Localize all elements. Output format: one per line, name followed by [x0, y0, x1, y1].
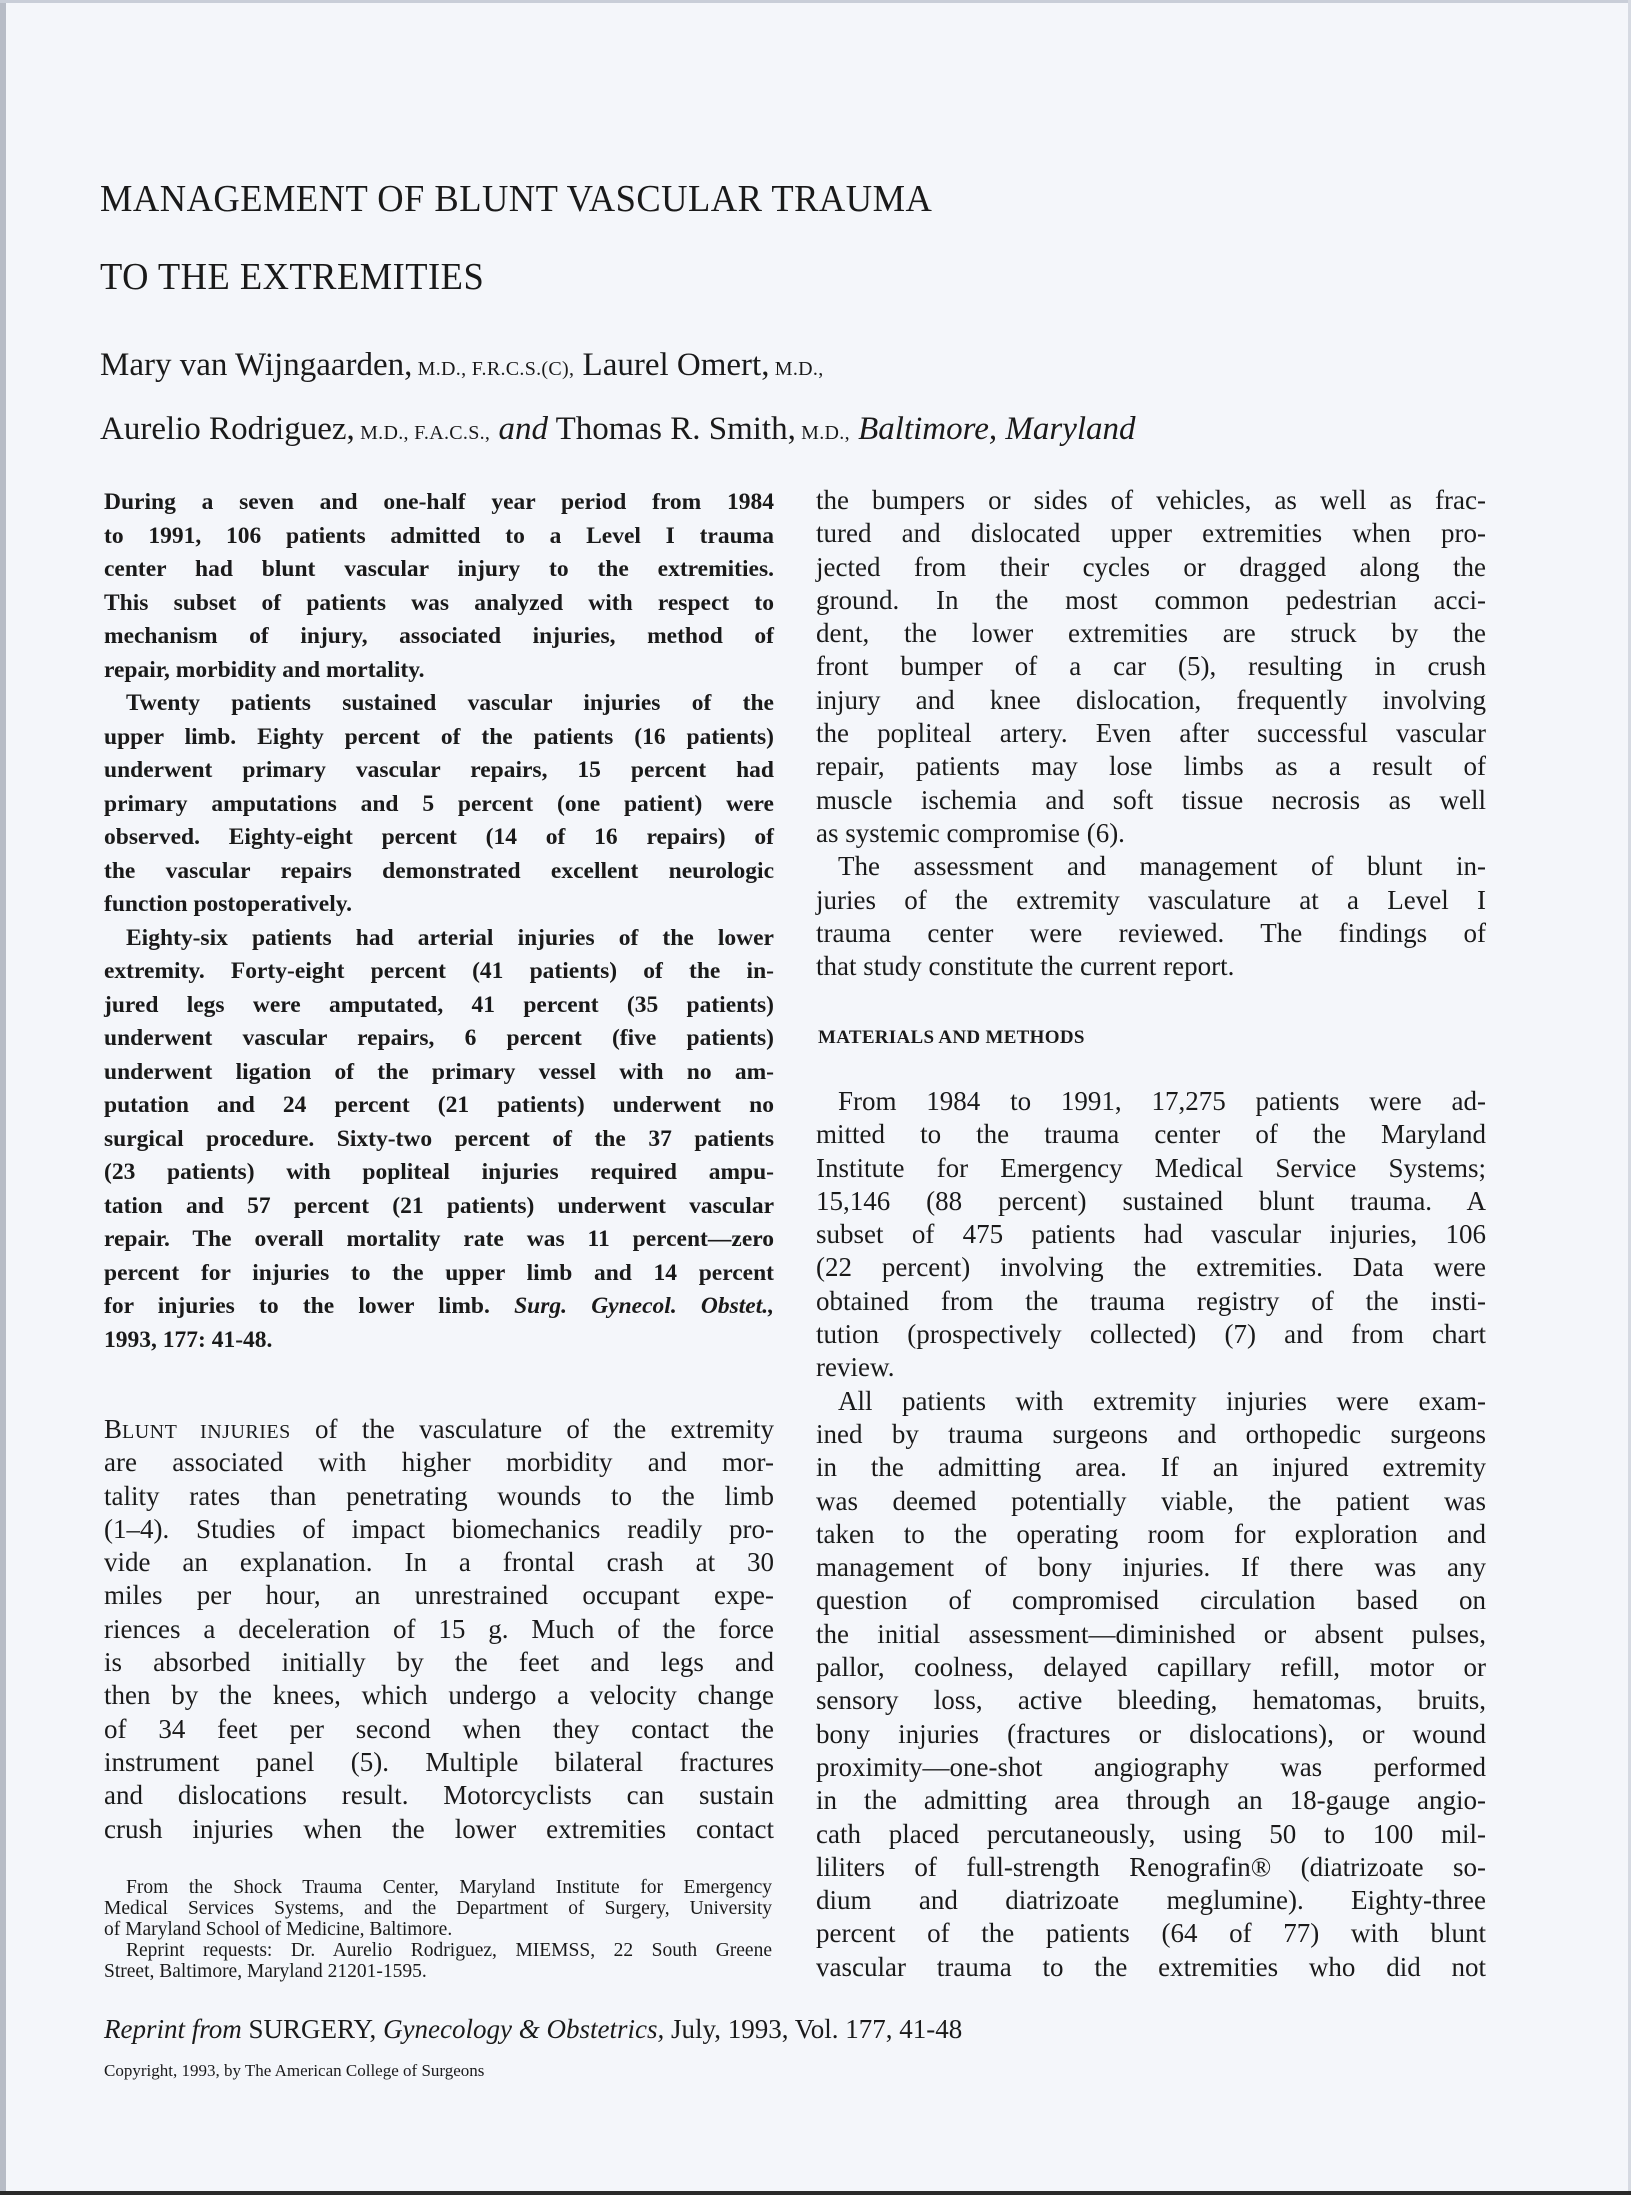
- section-heading-materials-methods: MATERIALS AND METHODS: [818, 1027, 1085, 1048]
- author-credentials: M.D., F.R.C.S.(C),: [412, 358, 575, 380]
- text-line: Twenty patients sustained vascular injuries of the: [126, 690, 774, 716]
- text-line: crush injuries when the lower extremities contact: [104, 1813, 774, 1844]
- text-line: front bumper of a car (5), resulting in crush: [816, 651, 1486, 682]
- author-conjunction: and: [490, 411, 548, 447]
- text-line: the popliteal artery. Even after successful vascular: [816, 718, 1486, 749]
- text-line: observed. Eighty-eight percent (14 of 16 repairs) of: [104, 824, 774, 850]
- small-caps-text: INJURIES: [176, 1421, 291, 1443]
- journal-name: SURGERY,: [241, 2014, 377, 2044]
- text-line: underwent ligation of the primary vessel with no am-: [104, 1058, 774, 1085]
- abstract-citation-end: 1993, 177: 41-48.: [104, 1326, 273, 1353]
- text-line: liliters of full-strength Renografin® (diatrizoate so-: [816, 1851, 1486, 1882]
- text-line: ground. In the most common pedestrian acci-: [816, 584, 1486, 615]
- text-line: (1–4). Studies of impact biomechanics readily pro-: [104, 1513, 774, 1544]
- text-span: for injuries to the lower limb.: [104, 1293, 515, 1319]
- text-line: to 1991, 106 patients admitted to a Level I trauma: [104, 522, 774, 549]
- author-list: [100, 335, 1136, 463]
- text-line: Medical Services Systems, and the Department of Surgery, University: [104, 1898, 772, 1919]
- materials-methods-text: [816, 1085, 1486, 1984]
- text-line: injury and knee dislocation, frequently involving: [816, 684, 1486, 715]
- text-line: percent for injuries to the upper limb and 14 percent: [104, 1259, 774, 1286]
- text-line: sensory loss, active bleeding, hematomas, bruits,: [816, 1685, 1486, 1716]
- text-line: question of compromised circulation based on: [816, 1585, 1486, 1616]
- text-line: in the admitting area through an 18-gauge angio-: [816, 1785, 1486, 1816]
- author-name: Mary van Wijngaarden,: [100, 347, 413, 383]
- article-title: [100, 160, 932, 316]
- text-line: the vascular repairs demonstrated excellent neurologic: [104, 857, 774, 884]
- text-line: is absorbed initially by the feet and legs and: [104, 1647, 774, 1678]
- text-line: extremity. Forty-eight percent (41 patients) of the in-: [104, 958, 774, 984]
- text-line: the initial assessment—diminished or absent pulses,: [816, 1618, 1486, 1649]
- issue-info: July, 1993, Vol. 177, 41-48: [664, 2014, 963, 2044]
- text-line: All patients with extremity injuries were exam-: [838, 1385, 1486, 1416]
- text-line: ined by trauma surgeons and orthopedic surgeons: [816, 1418, 1486, 1449]
- text-line: mechanism of injury, associated injuries, method of: [104, 623, 774, 649]
- text-line: taken to the operating room for exploration and: [816, 1518, 1486, 1549]
- journal-subtitle: Gynecology & Obstetrics,: [376, 2014, 665, 2044]
- text-line: mitted to the trauma center of the Maryland: [816, 1119, 1486, 1150]
- journal-abbrev: Surg. Gynecol. Obstet.,: [514, 1293, 775, 1319]
- author-line-1: [100, 335, 1136, 399]
- text-line: was deemed potentially viable, the patient was: [816, 1485, 1486, 1516]
- text-line: (22 percent) involving the extremities. Data were: [816, 1252, 1486, 1283]
- title-line-1: MANAGEMENT OF BLUNT VASCULAR TRAUMA: [100, 178, 933, 220]
- copyright-notice: Copyright, 1993, by The American College of Surgeons: [104, 2061, 485, 2080]
- text-line: vascular trauma to the extremities who did not: [816, 1951, 1486, 1982]
- text-line: subset of 475 patients had vascular injuries, 106: [816, 1219, 1486, 1250]
- affiliation-footnote: [104, 1877, 772, 1982]
- introduction-text: [104, 1413, 774, 1846]
- text-line: obtained from the trauma registry of the insti-: [816, 1285, 1486, 1316]
- text-line: riences a deceleration of 15 g. Much of the force: [104, 1613, 774, 1644]
- text-line: During a seven and one-half year period from 1984: [104, 489, 774, 515]
- text-line: dent, the lower extremities are struck by the: [816, 618, 1486, 649]
- author-credentials: M.D.,: [795, 422, 850, 444]
- text-line: as systemic compromise (6).: [816, 817, 1125, 848]
- text-line: Street, Baltimore, Maryland 21201-1595.: [104, 1961, 427, 1982]
- text-line: vide an explanation. In a frontal crash at 30: [104, 1547, 774, 1578]
- text-line: tation and 57 percent (21 patients) underwent vascular: [104, 1192, 774, 1219]
- author-name: Laurel Omert,: [574, 347, 770, 383]
- text-line: repair. The overall mortality rate was 11 percent—zero: [104, 1226, 774, 1252]
- text-line: This subset of patients was analyzed with respect to: [104, 589, 774, 616]
- reprint-citation: [104, 2014, 962, 2045]
- text-line: jected from their cycles or dragged along the: [816, 551, 1486, 582]
- text-line: are associated with higher morbidity and mor-: [104, 1447, 774, 1478]
- text-line: the bumpers or sides of vehicles, as well as frac-: [816, 485, 1486, 515]
- text-line: Institute for Emergency Medical Service Systems;: [816, 1152, 1486, 1183]
- small-caps-initial: B: [104, 1414, 123, 1444]
- text-line: primary amputations and 5 percent (one patient) were: [104, 790, 774, 817]
- text-line: From 1984 to 1991, 17,275 patients were ad-: [838, 1086, 1486, 1116]
- text-line: repair, patients may lose limbs as a result of: [816, 751, 1486, 782]
- intro-lines: [104, 1446, 774, 1846]
- text-line: tution (prospectively collected) (7) and from chart: [816, 1319, 1486, 1350]
- abstract-citation-line: [104, 1290, 774, 1324]
- text-line: (23 patients) with popliteal injuries required ampu-: [104, 1159, 774, 1185]
- small-caps-text: LUNT: [122, 1421, 177, 1443]
- page-edge-top: [0, 0, 1631, 3]
- page-edge-bottom: [0, 2191, 1631, 2195]
- abstract: [104, 486, 774, 1357]
- text-line: percent of the patients (64 of 77) with blunt: [816, 1918, 1486, 1949]
- text-line: putation and 24 percent (21 patients) underwent no: [104, 1092, 774, 1118]
- text-line: that study constitute the current report.: [816, 951, 1235, 982]
- text-line: miles per hour, an unrestrained occupant expe-: [104, 1580, 774, 1611]
- text-line: review.: [816, 1352, 895, 1383]
- text-line: in the admitting area. If an injured extremity: [816, 1452, 1486, 1483]
- text-line: underwent primary vascular repairs, 15 percent had: [104, 757, 774, 783]
- text-line: of Maryland School of Medicine, Baltimore.: [104, 1919, 453, 1940]
- text-line: instrument panel (5). Multiple bilateral fractures: [104, 1746, 774, 1777]
- text-line: The assessment and management of blunt in-: [838, 851, 1486, 882]
- text-line: Reprint requests: Dr. Aurelio Rodriguez, MIEMSS, 22 South Greene: [126, 1940, 772, 1961]
- text-line: then by the knees, which undergo a velocity change: [104, 1680, 774, 1711]
- text-line: management of bony injuries. If there was any: [816, 1552, 1486, 1583]
- text-line: dium and diatrizoate meglumine). Eighty-three: [816, 1885, 1486, 1916]
- text-line: cath placed percutaneously, using 50 to 100 mil-: [816, 1818, 1486, 1849]
- introduction-continued: [816, 484, 1486, 983]
- text-line: surgical procedure. Sixty-two percent of the 37 patients: [104, 1125, 774, 1152]
- text-line: underwent vascular repairs, 6 percent (five patients): [104, 1025, 774, 1051]
- text-line: of 34 feet per second when they contact the: [104, 1713, 774, 1744]
- author-credentials: M.D., F.A.C.S.,: [354, 422, 491, 444]
- text-line: jured legs were amputated, 41 percent (35 patients): [104, 991, 774, 1018]
- author-name: Thomas R. Smith,: [548, 411, 796, 447]
- text-line: upper limb. Eighty percent of the patients (16 patients): [104, 723, 774, 750]
- text-line: center had blunt vascular injury to the extremities.: [104, 556, 774, 582]
- author-credentials: M.D.,: [769, 358, 824, 380]
- text-line: and dislocations result. Motorcyclists can sustain: [104, 1780, 774, 1811]
- intro-first-line-rest: of the vasculature of the extremity: [290, 1414, 775, 1444]
- reprint-label: Reprint from: [104, 2014, 242, 2044]
- text-line: Eighty-six patients had arterial injuries of the lower: [126, 924, 774, 951]
- text-line: juries of the extremity vasculature at a Level I: [816, 884, 1486, 915]
- author-line-2: [100, 399, 1136, 463]
- text-line: tured and dislocated upper extremities when pro-: [816, 518, 1486, 549]
- intro-first-line: [104, 1413, 774, 1446]
- text-line: repair, morbidity and mortality.: [104, 656, 425, 683]
- text-line: muscle ischemia and soft tissue necrosis as well: [816, 784, 1486, 815]
- text-line: trauma center were reviewed. The findings of: [816, 917, 1486, 948]
- text-line: function postoperatively.: [104, 891, 353, 917]
- page-edge-shadow: [0, 0, 6, 2195]
- title-line-2: TO THE EXTREMITIES: [100, 256, 485, 298]
- author-name: Aurelio Rodriguez,: [100, 411, 355, 447]
- text-line: bony injuries (fractures or dislocations), or wound: [816, 1718, 1486, 1749]
- text-line: tality rates than penetrating wounds to the limb: [104, 1480, 774, 1511]
- text-line: From the Shock Trauma Center, Maryland Institute for Emergency: [126, 1877, 772, 1898]
- author-location: Baltimore, Maryland: [849, 411, 1136, 447]
- text-line: proximity—one-shot angiography was performed: [816, 1751, 1486, 1782]
- text-line: 15,146 (88 percent) sustained blunt trauma. A: [816, 1185, 1486, 1216]
- text-line: pallor, coolness, delayed capillary refill, motor or: [816, 1652, 1486, 1683]
